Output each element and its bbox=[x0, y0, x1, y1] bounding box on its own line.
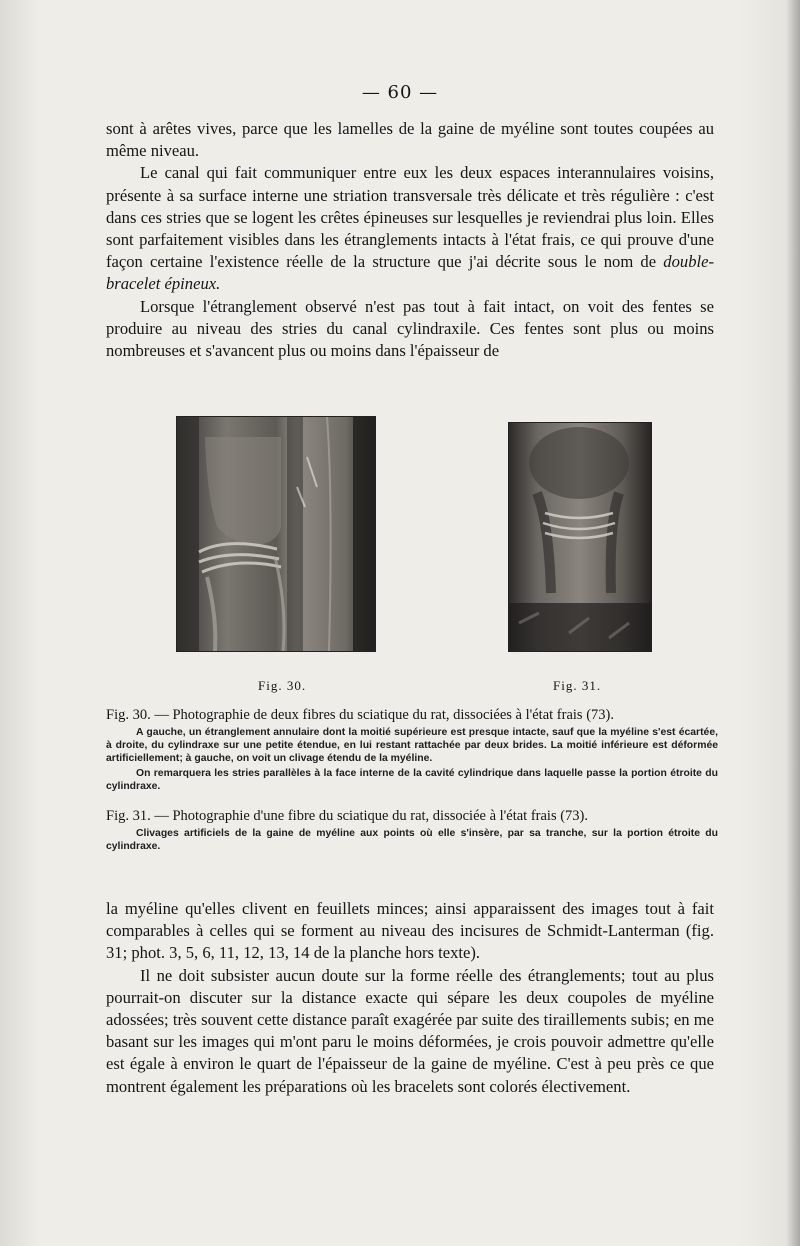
text-block-bottom bbox=[106, 898, 714, 1098]
fig30-caption-text: A gauche, un étranglement annulaire dont la moitié supérieure est presque intacte, sauf que la myéline s'est écartée, à droite, du cylindraxe sur une petite étendue, en lui restant rattachée par deux brides. La moitié inférieure est déformée artificiellement; à gauche, on voit un clivage étendu de la myéline. bbox=[106, 727, 718, 764]
paragraph-text: Le canal qui fait communiquer entre eux les deux espaces interannulaires voisins, présente à sa surface interne une striation transversale très délicate et très régulière : c'est dans ces stries que se logent les crêtes épineuses sur lesquelles je reviendrai plus loin. Elles sont parfaitement visibles dans les étranglements intacts à l'état frais, ce qui prouve d'une façon certaine l'existence réelle de la structure que j'ai décrite sous le nom de bbox=[106, 163, 714, 272]
fig30-caption-note: On remarquera les stries parallèles à la face interne de la cavité cylindrique dans laquelle passe la portion étroite du cylindraxe. bbox=[106, 768, 718, 792]
figure-captions bbox=[106, 706, 718, 853]
fig31-label: Fig. 31. bbox=[553, 678, 602, 693]
paragraph: la myéline qu'elles clivent en feuillets minces; ainsi apparaissent des images tout à fait comparables à celles qui se forment au niveau des incisures de Schmidt-Lanterman (fig. 31; phot. 3, 5, 6, 11, 12, 13, 14 de la planche hors texte). bbox=[106, 899, 714, 963]
fig30-label: Fig. 30. bbox=[258, 678, 307, 693]
paragraph: Il ne doit subsister aucun doute sur la forme réelle des étranglements; tout au plus pourrait-on discuter sur la distance exacte qui sépare les deux coupoles de myéline adossées; très souvent cette distance paraît exagérée par suite des tiraillements subis; en me basant sur les images qui m'ont paru le moins déformées, je crois pouvoir admettre qu'elle est égale à environ le quart de l'épaisseur de la gaine de myéline. C'est à peu près ce que montrent également les préparations où les bracelets sont colorés électivement. bbox=[106, 965, 714, 1096]
fig31-caption-text: Clivages artificiels de la gaine de myéline aux points où elle s'insère, par sa tranche, sur la portion étroite du cylindraxe. bbox=[106, 828, 718, 852]
paragraph: sont à arêtes vives, parce que les lamelles de la gaine de myéline sont toutes coupées au même niveau. bbox=[106, 119, 714, 161]
italic-term: double-bracelet épineux. bbox=[106, 252, 714, 294]
fig31-photograph bbox=[508, 422, 652, 652]
paragraph: Lorsque l'étranglement observé n'est pas tout à fait intact, on voit des fentes se produire au niveau des stries du canal cylindraxile. Ces fentes sont plus ou moins nombreuses et s'avancent plus ou moins dans l'épaisseur de bbox=[106, 296, 714, 361]
figures-area bbox=[0, 414, 800, 714]
paragraph bbox=[106, 162, 714, 295]
text-block-top bbox=[106, 118, 714, 362]
fig30-caption-title: Fig. 30. — Photographie de deux fibres du sciatique du rat, dissociées à l'état frais (73). bbox=[106, 707, 614, 723]
fig30-photograph bbox=[176, 416, 376, 652]
fig31-caption-title: Fig. 31. — Photographie d'une fibre du sciatique du rat, dissociée à l'état frais (73). bbox=[106, 808, 588, 824]
page-number: — 60 — bbox=[361, 82, 439, 103]
